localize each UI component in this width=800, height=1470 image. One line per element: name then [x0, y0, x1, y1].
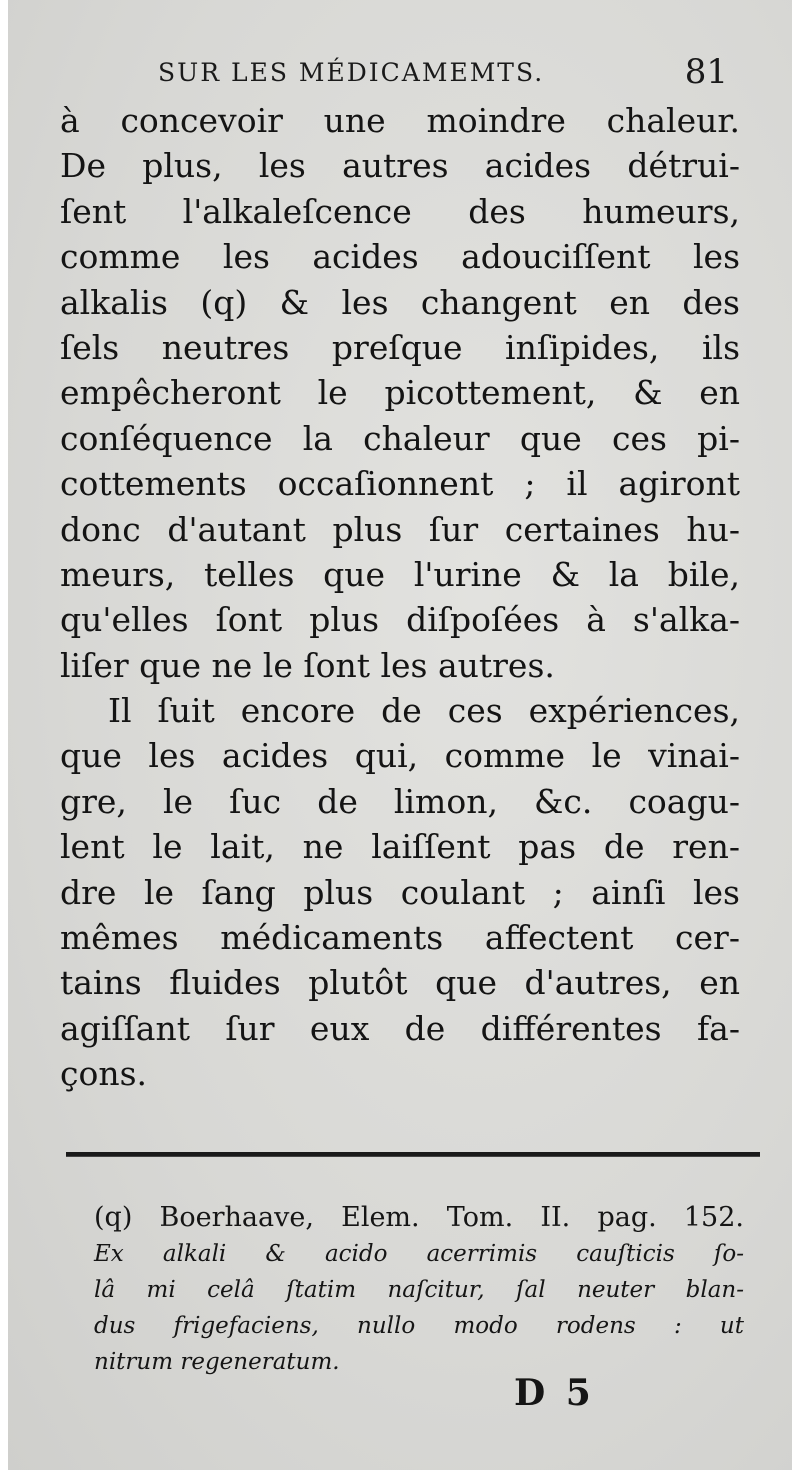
text-line: ſent l'alkaleſcence des humeurs,	[60, 191, 740, 231]
running-title: SUR LES MÉDICAMEMTS.	[158, 58, 545, 87]
footnote-rule	[66, 1152, 760, 1157]
text-line: cottements occaſionnent ; il agiront	[60, 464, 740, 504]
text-line: meurs, telles que l'urine & la bile,	[60, 554, 740, 594]
footnote-line: Ex alkali & acido acerrimis cauſticis ſo-	[94, 1241, 744, 1267]
text-line: gre, le ſuc de limon, &c. coagu-	[60, 781, 740, 821]
text-line: dre le ſang plus coulant ; ainſi les	[60, 872, 740, 912]
paragraph-start-line: Il ſuit encore de ces expériences,	[108, 691, 740, 731]
footnote-line: lâ mi celâ ſtatim naſcitur, ſal neuter blan-	[94, 1277, 744, 1303]
text-line: ſels neutres preſque inſipides, ils	[60, 327, 740, 367]
text-line: donc d'autant plus ſur certaines hu-	[60, 509, 740, 549]
body-text	[60, 98, 740, 1097]
footnote-line: nitrum regeneratum.	[94, 1349, 340, 1375]
footnote-line: dus frigefaciens, nullo modo rodens : ut	[94, 1313, 744, 1339]
text-line: De plus, les autres acides détrui-	[60, 146, 740, 186]
text-line: conſéquence la chaleur que ces pi-	[60, 418, 740, 458]
text-line: à concevoir une moindre chaleur.	[60, 101, 740, 140]
text-line: lent le lait, ne laiſſent pas de ren-	[60, 827, 740, 867]
signature-mark: D 5	[514, 1372, 595, 1414]
text-line: mêmes médicaments affectent cer-	[60, 918, 740, 958]
text-line: comme les acides adouciſſent les	[60, 237, 740, 277]
text-line: agiſſant ſur eux de différentes fa-	[60, 1008, 740, 1048]
text-line: empêcheront le picottement, & en	[60, 373, 740, 413]
text-line: qu'elles ſont plus diſpoſées à s'alka-	[60, 600, 740, 640]
text-line: liſer que ne le ſont les autres.	[60, 645, 555, 685]
footnote-line: (q) Boerhaave, Elem. Tom. II. pag. 152.	[94, 1202, 744, 1233]
text-line: çons.	[60, 1054, 148, 1094]
book-page	[8, 0, 792, 1470]
footnote	[94, 1200, 744, 1380]
page-number: 81	[684, 52, 728, 92]
text-line: que les acides qui, comme le vinai-	[60, 736, 740, 776]
running-head	[158, 52, 728, 92]
text-line: tains fluides plutôt que d'autres, en	[60, 963, 740, 1003]
text-line: alkalis (q) & les changent en des	[60, 282, 740, 322]
